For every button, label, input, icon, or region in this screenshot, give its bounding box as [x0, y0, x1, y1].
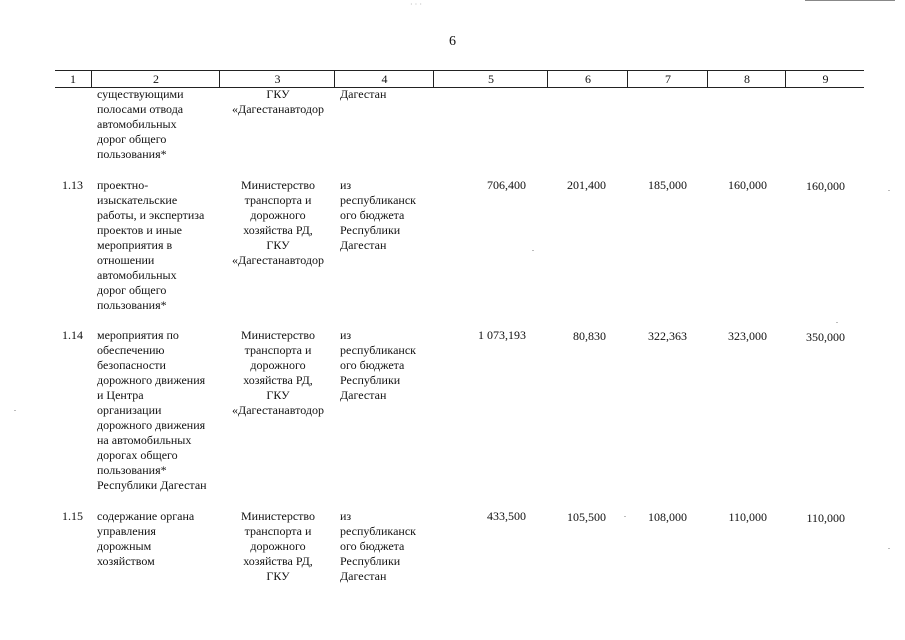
- value-col7: 322,363: [648, 329, 687, 343]
- scan-speck: [888, 190, 890, 191]
- value-col6: 105,500: [567, 510, 606, 524]
- source-line: ого бюджета: [340, 358, 405, 372]
- name-line: на автомобильных: [97, 433, 192, 447]
- name-line: Республики Дагестан: [97, 478, 207, 492]
- name-line: дорожного движения: [97, 373, 206, 387]
- source-line: ого бюджета: [340, 539, 405, 553]
- row-name: [97, 178, 222, 313]
- name-line: хозяйством: [97, 554, 155, 568]
- source-line: Республики: [340, 554, 401, 568]
- column-header-2: 2: [91, 71, 220, 87]
- scan-speck: [532, 250, 534, 251]
- executor-line: дорожного: [250, 208, 306, 222]
- scan-artifact: · · ·: [410, 0, 422, 9]
- row-executor: [225, 178, 331, 268]
- row-executor: [225, 509, 331, 584]
- column-header-4: 4: [334, 71, 434, 87]
- source-line: Дагестан: [340, 238, 387, 252]
- executor-line: хозяйства РД,: [243, 373, 313, 387]
- value-col7: 185,000: [648, 178, 687, 192]
- name-line: обеспечению: [97, 343, 165, 357]
- source-line: республиканск: [340, 193, 416, 207]
- executor-line: Министерство: [241, 178, 315, 192]
- name-line: безопасности: [97, 358, 166, 372]
- name-line: организации: [97, 403, 162, 417]
- row-source: [340, 178, 434, 253]
- name-line: дорогах общего: [97, 448, 178, 462]
- row-executor: [225, 328, 331, 418]
- name-line: дорог общего: [97, 283, 167, 297]
- name-line: изыскательские: [97, 193, 178, 207]
- row-number: 1.15: [62, 509, 83, 523]
- name-line: проектно-: [97, 178, 149, 192]
- continued-row-executor: [225, 87, 331, 117]
- name-line: полосами отвода: [97, 102, 184, 116]
- executor-line: Министерство: [241, 509, 315, 523]
- name-line: пользования*: [97, 298, 167, 312]
- executor-line: хозяйства РД,: [243, 223, 313, 237]
- column-header-7: 7: [627, 71, 708, 87]
- scan-speck: [14, 410, 16, 411]
- name-line: мероприятия по: [97, 328, 179, 342]
- executor-line: транспорта и: [244, 524, 312, 538]
- name-line: управления: [97, 524, 156, 538]
- executor-line: Министерство: [241, 328, 315, 342]
- name-line: и Центра: [97, 388, 144, 402]
- column-header-1: 1: [70, 72, 76, 86]
- value-col7: 108,000: [648, 510, 687, 524]
- source-line: Дагестан: [340, 388, 387, 402]
- column-header-3: 3: [219, 71, 335, 87]
- value-col6: 80,830: [573, 329, 606, 343]
- scan-edge-rule: [805, 0, 895, 1]
- table-header-row: [55, 70, 864, 88]
- row-name: [97, 509, 222, 569]
- row-source: [340, 509, 434, 584]
- executor-line: дорожного: [250, 358, 306, 372]
- source-line: Дагестан: [340, 569, 387, 583]
- continued-row-source: [340, 87, 434, 102]
- value-total: 1 073,193: [478, 328, 526, 342]
- executor-line: транспорта и: [244, 193, 312, 207]
- value-col8: 110,000: [728, 510, 767, 524]
- name-line: автомобильных: [97, 268, 177, 282]
- name-line: автомобильных: [97, 117, 177, 131]
- scan-speck: [624, 516, 626, 517]
- value-col8: 323,000: [728, 329, 767, 343]
- source-line: республиканск: [340, 524, 416, 538]
- row-number: 1.13: [62, 178, 83, 192]
- value-col9: 160,000: [806, 179, 845, 193]
- value-col6: 201,400: [567, 178, 606, 192]
- executor-line: ГКУ: [266, 569, 290, 583]
- page-number: 6: [449, 34, 456, 49]
- name-line: дорог общего: [97, 132, 167, 146]
- executor-line: транспорта и: [244, 343, 312, 357]
- executor-line: «Дагестанавтодор: [232, 403, 324, 417]
- row-source: [340, 328, 434, 403]
- executor-line: ГКУ: [266, 238, 290, 252]
- executor-line: дорожного: [250, 539, 306, 553]
- scan-speck: [888, 548, 890, 549]
- value-col9: 350,000: [806, 330, 845, 344]
- value-total: 433,500: [487, 509, 526, 523]
- column-header-8: 8: [707, 71, 786, 87]
- source-line: из: [340, 178, 352, 192]
- value-col8: 160,000: [728, 178, 767, 192]
- source-line: Республики: [340, 373, 401, 387]
- continued-row-name: [97, 87, 222, 162]
- source-line: из: [340, 328, 352, 342]
- column-header-5: 5: [433, 71, 548, 87]
- column-header-6: 6: [547, 71, 628, 87]
- source-line: ого бюджета: [340, 208, 405, 222]
- scan-speck: [836, 322, 838, 323]
- name-line: дорожным: [97, 539, 152, 553]
- source-line: республиканск: [340, 343, 416, 357]
- name-line: отношении: [97, 253, 155, 267]
- name-line: пользования*: [97, 463, 167, 477]
- value-total: 706,400: [487, 178, 526, 192]
- row-number: 1.14: [62, 328, 83, 342]
- executor-line: хозяйства РД,: [243, 554, 313, 568]
- source-line: из: [340, 509, 352, 523]
- executor-line: ГКУ: [266, 87, 290, 101]
- name-line: мероприятия в: [97, 238, 173, 252]
- executor-line: «Дагестанавтодор: [232, 102, 324, 116]
- column-header-9: 9: [785, 71, 865, 87]
- source-line: Республики: [340, 223, 401, 237]
- executor-line: «Дагестанавтодор: [232, 253, 324, 267]
- source-line: Дагестан: [340, 87, 387, 101]
- executor-line: ГКУ: [266, 388, 290, 402]
- name-line: содержание органа: [97, 509, 195, 523]
- name-line: существующими: [97, 87, 184, 101]
- name-line: работы, и экспертиза: [97, 208, 205, 222]
- value-col9: 110,000: [806, 511, 845, 525]
- row-name: [97, 328, 222, 493]
- name-line: пользования*: [97, 147, 167, 161]
- name-line: дорожного движения: [97, 418, 206, 432]
- name-line: проектов и иные: [97, 223, 182, 237]
